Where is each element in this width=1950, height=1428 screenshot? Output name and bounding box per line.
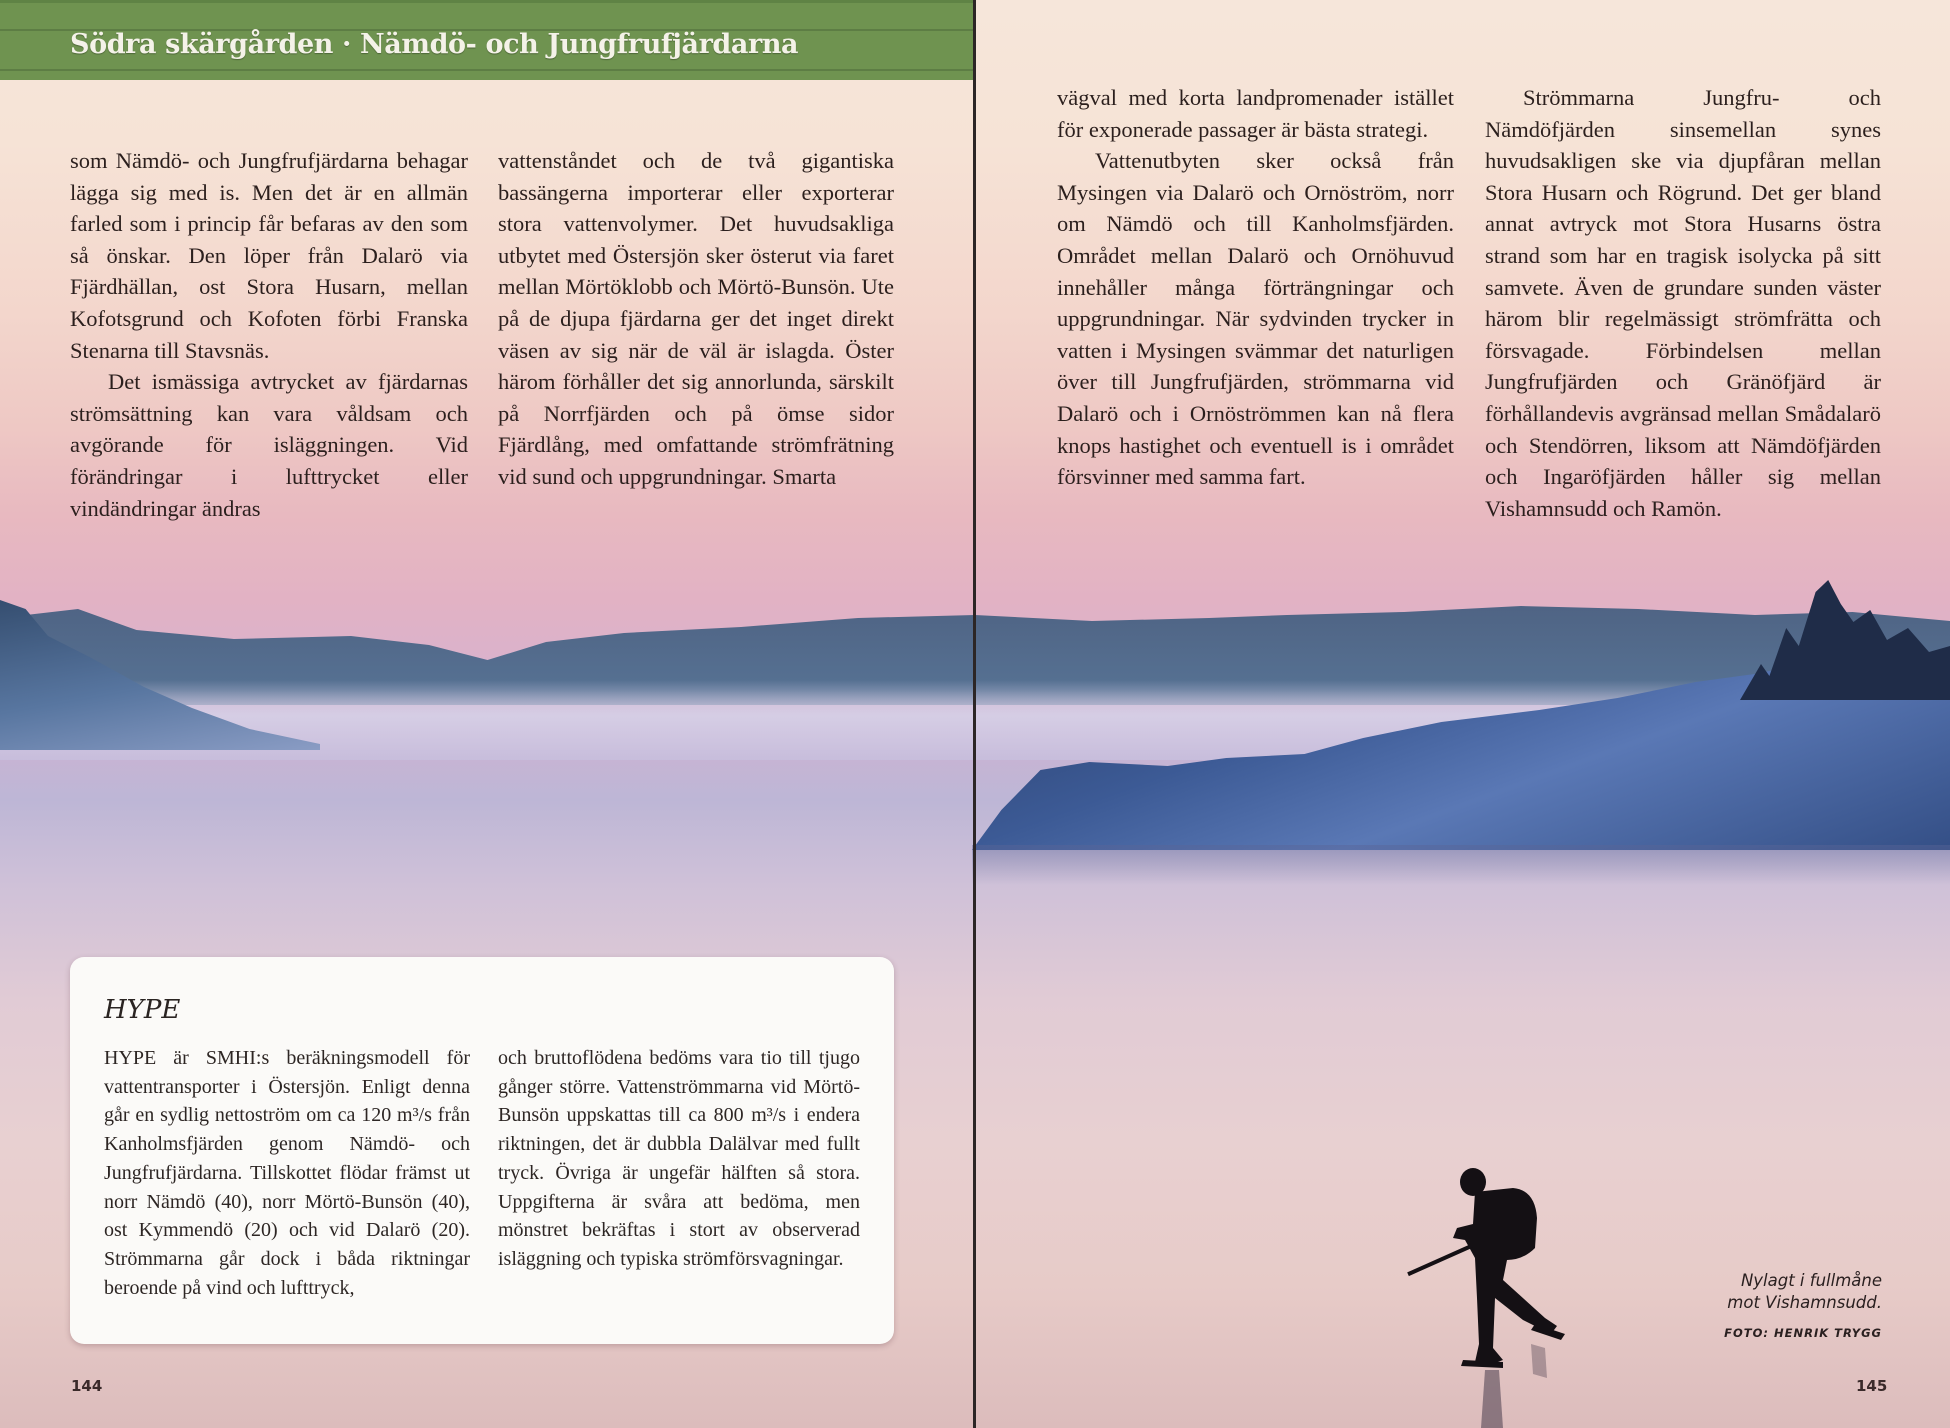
sidebar-title: HYPE xyxy=(104,995,181,1025)
paragraph: vattenståndet och de två gigantiska bassängerna importerar eller exporterar stora vattenvolymer. Det huvudsakliga utbytet med Östersjön sker österut via faret mellan Mörtöklobb och Mörtö-Bunsön. Ute på de djupa fjärdarna ger det inget direkt väsen av sig när de väl är islagda. Öster härom förhåller det sig annorlunda, särskilt på Norrfjärden och på ömse sidor Fjärdlång, med omfattande strömfrätning vid sund och uppgrundningar. Smarta xyxy=(498,148,894,489)
page-number-right: 145 xyxy=(1856,1377,1888,1395)
right-page-column-1 xyxy=(1057,82,1454,493)
caption-line-2: mot Vishamnsudd. xyxy=(1727,1293,1882,1312)
page-number-left: 144 xyxy=(71,1377,103,1395)
photo-caption xyxy=(1724,1270,1882,1344)
sidebar-column-2: och bruttoflödena bedöms vara tio till tjugo gånger större. Vattenströmmarna vid Mörtö-Bunsön uppskattas till ca 800 m³/s i endera riktningen, det är dubbla Dalälvar med fullt tryck. Övriga är ungefär hälften så stora. Uppgifterna är svåra att bedöma, men mönstret bekräftas i stort av observerad isläggning och typiska strömförsvagningar. xyxy=(498,1047,860,1270)
right-page-column-2 xyxy=(1485,82,1881,524)
paragraph: som Nämdö- och Jungfrufjärdarna behagar lägga sig med is. Men det är en allmän farled som i princip får befaras av den som så önskar. Den löper från Dalarö via Fjärdhällan, ost Stora Husarn, mellan Kofotsgrund och Kofoten förbi Franska Stenarna till Stavsnäs. xyxy=(70,148,468,363)
paragraph: vägval med korta landpromenader istället för exponerade passager är bästa strategi. xyxy=(1057,85,1454,142)
running-title: Södra skärgården · Nämdö- och Jungfrufjärdarna xyxy=(70,29,799,60)
paragraph: Vattenutbyten sker också från Mysingen via Dalarö och Ornöström, norr om Nämdö och till Kanholmsfjärden. Området mellan Dalarö och Ornöhuvud innehåller många förträngningar och uppgrundningar. När sydvinden trycker in vatten i Mysingen svämmar det naturligen över till Jungfrufjärden, strömmarna vid Dalarö och i Ornöströmmen kan nå flera knops hastighet och eventuell is i området försvinner med samma fart. xyxy=(1057,148,1454,490)
sidebar-column-1: HYPE är SMHI:s beräkningsmodell för vattentransporter i Östersjön. Enligt denna går en sydlig nettoström om ca 120 m³/s från Kanholmsfjärden genom Nämdö- och Jungfrufjärdarna. Tillskottet flödar främst ut norr Nämdö (40), norr Mörtö-Bunsön (40), ost Kymmendö (20) och vid Dalarö (20). Strömmarna går dock i båda riktningar beroende på vind och lufttryck, xyxy=(104,1047,470,1299)
paragraph: Det ismässiga avtrycket av fjärdarnas strömsättning kan vara våldsam och avgörande för isläggningen. Vid förändringar i lufttrycket eller vindändringar ändras xyxy=(70,369,468,521)
paragraph: Strömmarna Jungfru- och Nämdöfjärden sinsemellan synes huvudsakligen ske via djupfåran mellan Stora Husarn och Rögrund. Det ger bland annat avtryck mot Stora Husarns östra strand som har en tragisk isolycka på sitt samvete. Även de grundare sunden väster härom blir regelmässigt strömfrätta och försvagade. Förbindelsen mellan Jungfrufjärden och Gränöfjärd är förhållandevis avgränsad mellan Smådalarö och Stendörren, liksom att Nämdöfjärden och Ingaröfjärden håller sig mellan Vishamnsudd och Ramön. xyxy=(1485,85,1881,521)
ice-reflection xyxy=(972,845,1950,885)
left-page-column-1 xyxy=(70,145,468,524)
photo-credit: FOTO: HENRIK TRYGG xyxy=(1724,1326,1882,1340)
hype-sidebar-box xyxy=(70,957,894,1344)
page-gutter xyxy=(973,0,976,1428)
running-header-band xyxy=(0,0,973,80)
left-page-column-2 xyxy=(498,145,894,493)
header-stripe xyxy=(0,69,973,71)
caption-line-1: Nylagt i fullmåne xyxy=(1740,1271,1882,1290)
skater-silhouette-icon xyxy=(1395,1148,1575,1428)
